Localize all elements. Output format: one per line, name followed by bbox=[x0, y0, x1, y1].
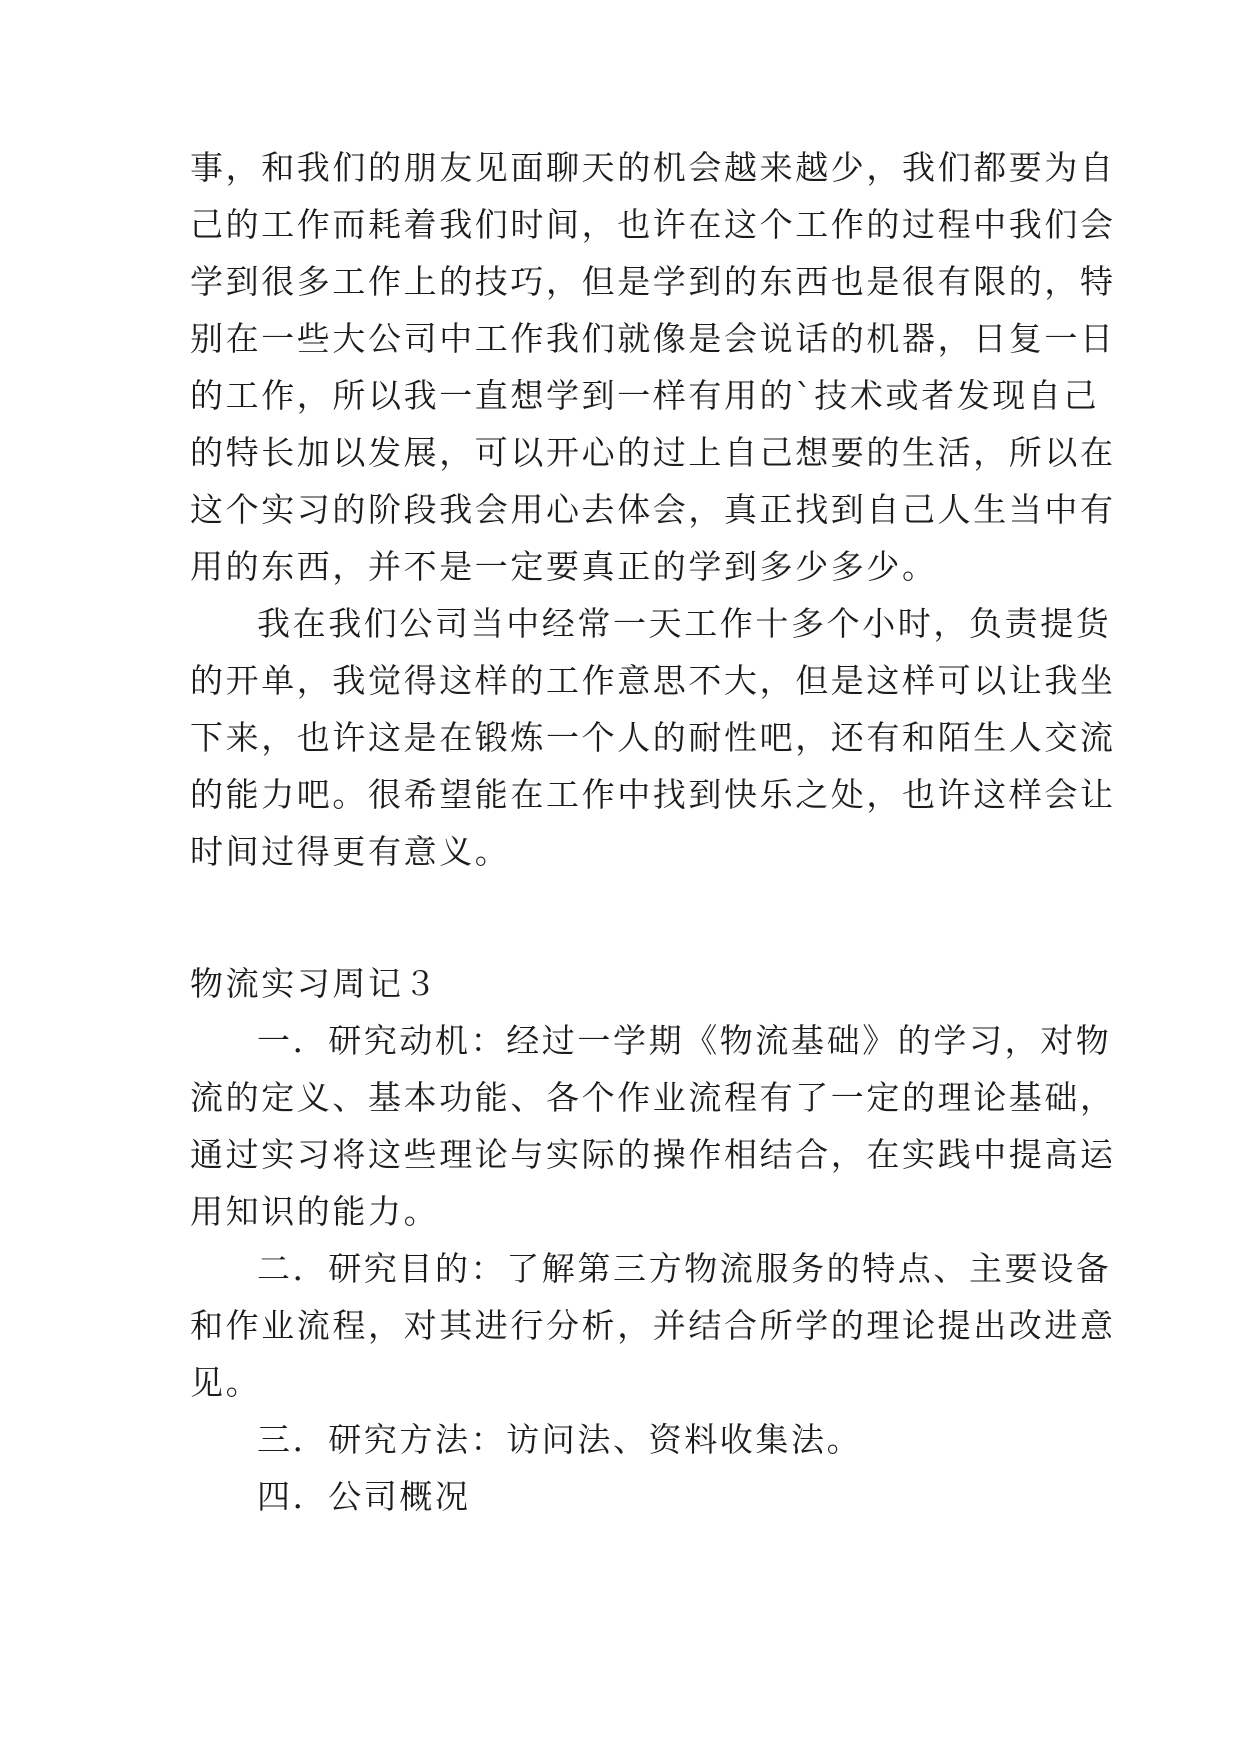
paragraph-3-line-3: 通过实习将这些理论与实际的操作相结合，在实践中提高运 bbox=[190, 1135, 1116, 1174]
paragraph-1-line-5: 的工作，所以我一直想学到一样有用的`技术或者发现自己 bbox=[190, 376, 1100, 415]
paragraph-2-line-2: 的开单，我觉得这样的工作意思不大，但是这样可以让我坐 bbox=[190, 661, 1116, 700]
paragraph-6-line-1: 四．公司概况 bbox=[257, 1477, 471, 1516]
paragraph-4-line-2: 和作业流程，对其进行分析，并结合所学的理论提出改进意 bbox=[190, 1306, 1116, 1345]
paragraph-3-line-2: 流的定义、基本功能、各个作业流程有了一定的理论基础， bbox=[190, 1078, 1116, 1117]
paragraph-1-line-8: 用的东西，并不是一定要真正的学到多少多少。 bbox=[190, 547, 938, 586]
paragraph-1-line-6: 的特长加以发展，可以开心的过上自己想要的生活，所以在 bbox=[190, 433, 1116, 472]
paragraph-4-line-1: 二．研究目的：了解第三方物流服务的特点、主要设备 bbox=[257, 1249, 1112, 1288]
paragraph-2-line-3: 下来，也许这是在锻炼一个人的耐性吧，还有和陌生人交流 bbox=[190, 718, 1116, 757]
paragraph-3-line-4: 用知识的能力。 bbox=[190, 1192, 440, 1231]
paragraph-2-line-1: 我在我们公司当中经常一天工作十多个小时，负责提货 bbox=[257, 604, 1112, 643]
paragraph-1-line-1: 事，和我们的朋友见面聊天的机会越来越少，我们都要为自 bbox=[190, 148, 1116, 187]
paragraph-1-line-7: 这个实习的阶段我会用心去体会，真正找到自己人生当中有 bbox=[190, 490, 1116, 529]
paragraph-1-line-4: 别在一些大公司中工作我们就像是会说话的机器，日复一日 bbox=[190, 319, 1116, 358]
paragraph-2-line-5: 时间过得更有意义。 bbox=[190, 832, 511, 871]
paragraph-2-line-4: 的能力吧。很希望能在工作中找到快乐之处，也许这样会让 bbox=[190, 775, 1116, 814]
paragraph-1-line-3: 学到很多工作上的技巧，但是学到的东西也是很有限的，特 bbox=[190, 262, 1116, 301]
paragraph-3-line-1: 一．研究动机：经过一学期《物流基础》的学习，对物 bbox=[257, 1021, 1112, 1060]
paragraph-4-line-3: 见。 bbox=[190, 1363, 262, 1402]
section-heading: 物流实习周记３ bbox=[190, 964, 440, 1003]
paragraph-1-line-2: 己的工作而耗着我们时间，也许在这个工作的过程中我们会 bbox=[190, 205, 1116, 244]
paragraph-5-line-1: 三．研究方法：访问法、资料收集法。 bbox=[257, 1420, 863, 1459]
